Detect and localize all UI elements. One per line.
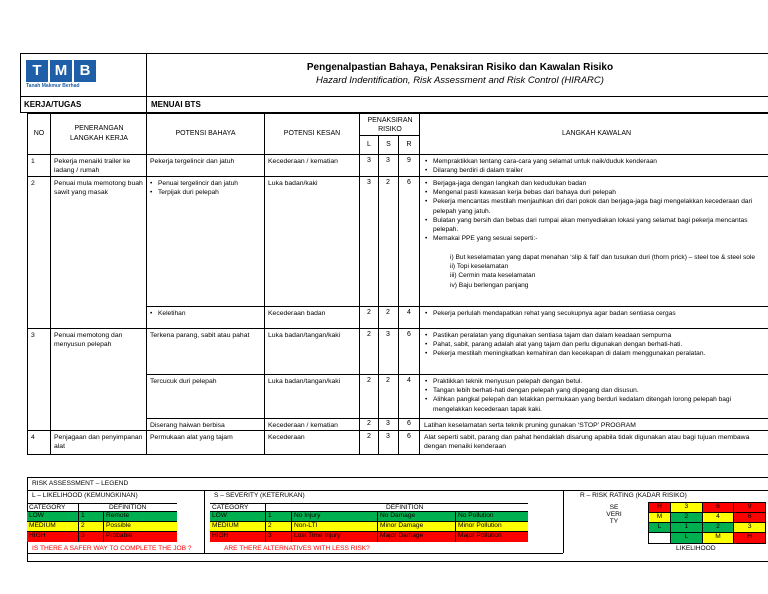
matrix-cell: 3 — [671, 503, 703, 512]
step-description: Penuai mula memotong buah sawit yang masak — [54, 180, 143, 196]
severity-value: 3 — [386, 420, 390, 427]
matrix-cell: 2 — [703, 523, 735, 532]
col-header-r: R — [406, 141, 412, 148]
risk-value: 6 — [407, 179, 411, 186]
hazard: Permukaan alat yang tajam — [150, 434, 233, 441]
control-item: • Pastikan peralatan yang digunakan sentiasa tajam dan dalam keadaan sempurna — [424, 331, 768, 340]
matrix-row — [649, 533, 765, 543]
severity-pollution: No Pollution — [458, 512, 494, 519]
col-header-effect: POTENSI KESAN — [283, 130, 341, 137]
severity-table — [210, 503, 528, 542]
matrix-likelihood: L — [671, 533, 703, 543]
likelihood-value: 2 — [367, 377, 371, 384]
risk-value: 6 — [407, 331, 411, 338]
row-number: 3 — [31, 332, 35, 339]
matrix-row — [649, 523, 765, 533]
likelihood-value: 2 — [367, 331, 371, 338]
severity-category-header: CATEGORY — [210, 504, 266, 511]
col-header-l: L — [367, 141, 371, 148]
likelihood-value: 3 — [367, 179, 371, 186]
matrix-likelihood: H — [734, 533, 765, 543]
severity-category: LOW — [210, 512, 266, 521]
likelihood-value: 3 — [367, 157, 371, 164]
likelihood-category: LOW — [27, 512, 79, 521]
severity-injury: Lost Time Injury — [292, 532, 378, 542]
likelihood-value: 2 — [367, 420, 371, 427]
control-item: • Pahat, sabit, parang adalah alat yang tajam dan perlu digunakan dengan berhati-hati. — [424, 340, 768, 349]
severity-damage: Major Damage — [378, 532, 456, 542]
col-header-no: NO — [33, 130, 45, 137]
likelihood-category: HIGH — [27, 532, 79, 542]
task-label: KERJA/TUGAS — [24, 100, 82, 109]
matrix-likelihood-label: LIKELIHOOD — [676, 545, 716, 552]
control-item: • Tangan lebih berhati-hati dengan pelepah yang dipegang dan disusun. — [424, 386, 768, 395]
hazard: Tercucuk duri pelepah — [150, 378, 217, 385]
likelihood-definition-header: DEFINITION — [109, 504, 147, 511]
logo-company-name: Tanah Makmur Berhad — [26, 83, 80, 89]
likelihood-category: MEDIUM — [27, 522, 79, 531]
col-header-assessment: PENAKSIRAN RISIKO — [367, 117, 413, 133]
matrix-cell: 3 — [734, 523, 765, 532]
legend-title: RISK ASSESSMENT – LEGEND — [32, 480, 129, 487]
control-item: • Mengenal pasti kawasan kerja bebas dari bahaya duri pelepah — [424, 188, 768, 197]
rating-title: R – RISK RATING (KADAR RISIKO) — [580, 492, 687, 499]
effect: Kecederaan badan — [268, 310, 326, 317]
severity-value: 2 — [386, 309, 390, 316]
task-value: MENUAI BTS — [151, 100, 201, 109]
severity-title: S – SEVERITY (KETERUKAN) — [214, 492, 305, 499]
likelihood-title: L – LIKELIHOOD (KEMUNGKINAN) — [32, 492, 138, 499]
control-text: Alat seperti sabit, parang dan pahat hendaklah disarung apabila tidak digunakan atau bagi tujuan membawa dengan menaiki kenderaan — [424, 434, 750, 450]
likelihood-value: 2 — [367, 309, 371, 316]
control-item: • Dilarang berdiri di dalam trailer — [424, 166, 768, 175]
likelihood-definition: Probable — [106, 532, 133, 539]
col-header-control: LANGKAH KAWALAN — [561, 130, 632, 137]
matrix-cell: 2 — [671, 513, 703, 522]
matrix-likelihood: M — [703, 533, 735, 543]
hazard: Diserang haiwan berbisa — [150, 422, 225, 429]
effect: Kecederaan / kematian — [268, 422, 338, 429]
matrix-row — [649, 503, 765, 513]
control-item: • Pekerja mestilah meningkatkan kemahiran dan kecekapan di dalam menggunakan peralatan. — [424, 349, 768, 358]
likelihood-category-header: CATEGORY — [27, 504, 79, 511]
control-item: • Pekerja perlulah mendapatkan rehat yang secukupnya agar badan sentiasa cergas — [424, 309, 768, 318]
severity-damage: No Damage — [378, 512, 456, 521]
severity-value: 3 — [386, 157, 390, 164]
document-subtitle: Hazard Indentification, Risk Assessment and Risk Control (HIRARC) — [316, 75, 604, 86]
risk-value: 4 — [407, 309, 411, 316]
row-number: 1 — [31, 158, 35, 165]
row-number: 2 — [31, 180, 35, 187]
row-number: 4 — [31, 434, 35, 441]
matrix-severity: H — [649, 503, 671, 512]
severity-value: 3 — [386, 433, 390, 440]
risk-value: 6 — [407, 420, 411, 427]
risk-value: 4 — [407, 377, 411, 384]
severity-injury: No Injury — [292, 512, 378, 521]
control-item: • Berjaga-jaga dengan langkah dan kedudukan badan — [424, 179, 768, 188]
likelihood-row — [27, 512, 177, 522]
matrix-cell: 6 — [734, 513, 765, 522]
severity-row — [210, 512, 528, 522]
matrix-cell: 9 — [734, 503, 765, 512]
matrix-severity: L — [649, 523, 671, 532]
hazard: Pekerja tergelincir dan jatuh — [150, 158, 235, 165]
ppe-item: i) But keselamatan yang dapat menahan ‘slip & fall’ dan tusukan duri (thorn prick) – steel toe & steel sole — [450, 254, 756, 261]
effect: Luka badan/tangan/kaki — [268, 378, 341, 385]
likelihood-definition: Remote — [106, 512, 130, 519]
logo-letter: T — [26, 60, 48, 82]
severity-injury: Non-LTI — [292, 522, 378, 531]
matrix-cell: 4 — [703, 513, 735, 522]
likelihood-number: 3 — [79, 532, 104, 542]
logo-letter: M — [50, 60, 72, 82]
risk-value: 9 — [407, 157, 411, 164]
ppe-item: iii) Cermin mata keselamatan — [450, 272, 536, 280]
control-item: • Memakai PPE yang sesuai seperti:- — [424, 234, 768, 243]
ppe-item: iv) Baju berlengan panjang — [450, 281, 529, 289]
matrix-severity: M — [649, 513, 671, 522]
risk-matrix — [648, 502, 766, 544]
severity-pollution: Minor Pollution — [458, 522, 502, 529]
step-description: Penuai memotong dan menyusun pelepah — [54, 332, 123, 348]
matrix-cell: 6 — [703, 503, 735, 512]
safety-question: ARE THERE ALTERNATIVES WITH LESS RISK? — [224, 545, 370, 552]
control-item: • Mempraktikkan tentang cara-cara yang selamat untuk naik/duduk kenderaan — [424, 157, 768, 166]
severity-category: MEDIUM — [210, 522, 266, 531]
control-text: Latihan keselamatan serta teknik pruning gunakan ‘STOP’ PROGRAM — [424, 422, 636, 429]
effect: Kecederaan / kematian — [268, 158, 338, 165]
step-description: Pekerja menaiki trailer ke ladang / rumah — [54, 158, 131, 174]
control-item: • Bulatan yang bersih dan bebas dari rumpai akan menyediakan lokasi yang selamat bagi pekerja mencantas pelepah. — [424, 216, 768, 234]
matrix-severity-label: SE VERI TY — [606, 504, 622, 525]
likelihood-number: 2 — [79, 522, 104, 531]
severity-number: 2 — [266, 522, 292, 531]
hazard: • Keletihan — [149, 309, 263, 318]
severity-number: 1 — [266, 512, 292, 521]
control-item: • Pekerja mencantas mestilah menjauhkan diri dari pokok dan berjaga-jaga bagi mengelakkan kecederaan dari pelepah yang jatuh. — [424, 197, 768, 215]
safety-question: IS THERE A SAFER WAY TO COMPLETE THE JOB ? — [32, 545, 192, 552]
severity-value: 3 — [386, 331, 390, 338]
severity-category: HIGH — [210, 532, 266, 542]
hazard: • Penuai tergelincir dan jatuh — [149, 179, 263, 188]
likelihood-table — [27, 503, 177, 542]
col-header-s: S — [386, 141, 391, 148]
severity-number: 3 — [266, 532, 292, 542]
ppe-item: ii) Topi keselamatan — [450, 263, 509, 271]
likelihood-number: 1 — [79, 512, 104, 521]
col-header-hazard: POTENSI BAHAYA — [175, 130, 236, 137]
severity-value: 2 — [386, 179, 390, 186]
severity-value: 2 — [386, 377, 390, 384]
effect: Luka badan/kaki — [268, 180, 318, 187]
matrix-corner — [649, 533, 671, 543]
severity-row — [210, 532, 528, 542]
effect: Kecederaan — [268, 434, 305, 441]
matrix-cell: 1 — [671, 523, 703, 532]
severity-definition-header: DEFINITION — [386, 504, 424, 511]
col-header-description: PENERANGAN LANGKAH KERJA — [70, 125, 128, 142]
control-item: • Alihkan pangkal pelepah dan letakkan permukaan yang berduri kedalam ditengah lorong pelepah bagi mengelakkan kecederaan tapak kaki. — [424, 395, 768, 413]
document-title: Pengenalpastian Bahaya, Penaksiran Risiko dan Kawalan Risiko — [306, 62, 614, 73]
severity-damage: Minor Damage — [378, 522, 456, 531]
matrix-row — [649, 513, 765, 523]
hazard: Terkena parang, sabit atau pahat — [150, 332, 250, 339]
likelihood-definition: Possible — [106, 522, 131, 529]
severity-row — [210, 522, 528, 532]
logo-letter: B — [74, 60, 96, 82]
likelihood-row — [27, 532, 177, 542]
hazard: • Terpijak duri pelepah — [149, 188, 263, 197]
effect: Luka badan/tangan/kaki — [268, 332, 341, 339]
risk-value: 6 — [407, 433, 411, 440]
likelihood-value: 2 — [367, 433, 371, 440]
control-item: • Praktikkan teknik menyusun pelepah dengan betul. — [424, 377, 768, 386]
likelihood-row — [27, 522, 177, 532]
step-description: Penjagaan dan penyimpanan alat — [54, 434, 143, 450]
severity-pollution: Major Pollution — [458, 532, 502, 539]
